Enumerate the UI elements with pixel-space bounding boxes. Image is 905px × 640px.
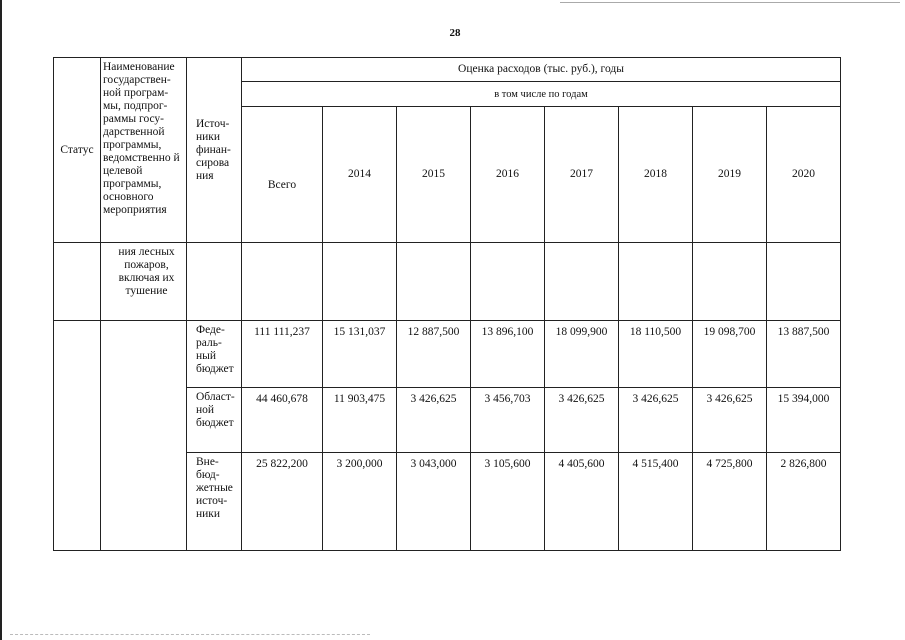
header-year: 2019: [693, 107, 767, 243]
value-cell: 13 887,500: [767, 321, 841, 388]
header-source: Источ-ники финан-сирова ния: [187, 58, 242, 243]
value-cell: 3 426,625: [693, 388, 767, 453]
total-cell: 25 822,200: [242, 453, 323, 551]
budget-table: [53, 57, 841, 551]
empty-cell: [242, 243, 323, 321]
value-cell: 15 394,000: [767, 388, 841, 453]
header-row-1: [54, 58, 841, 82]
scan-left-edge: [0, 0, 2, 640]
name-cell: [101, 321, 187, 551]
continuation-name: ния лесных пожаров, включая их тушение: [101, 243, 187, 321]
status-cell: [54, 321, 101, 551]
value-cell: 3 426,625: [397, 388, 471, 453]
header-year: 2015: [397, 107, 471, 243]
empty-cell: [187, 243, 242, 321]
value-cell: 15 131,037: [323, 321, 397, 388]
scan-bottom-rule: [10, 634, 370, 635]
value-cell: 4 405,600: [545, 453, 619, 551]
empty-cell: [397, 243, 471, 321]
header-status: Статус: [54, 58, 101, 243]
source-cell: Феде-раль-ный бюджет: [187, 321, 242, 388]
empty-cell: [323, 243, 397, 321]
continuation-row: [54, 243, 841, 321]
total-cell: 111 111,237: [242, 321, 323, 388]
value-cell: 3 456,703: [471, 388, 545, 453]
value-cell: 4 725,800: [693, 453, 767, 551]
value-cell: 2 826,800: [767, 453, 841, 551]
value-cell: 18 110,500: [619, 321, 693, 388]
empty-cell: [619, 243, 693, 321]
source-cell: Област-ной бюджет: [187, 388, 242, 453]
header-year: 2020: [767, 107, 841, 243]
value-cell: 4 515,400: [619, 453, 693, 551]
header-expense-estimate: Оценка расходов (тыс. руб.), годы: [242, 58, 841, 82]
scan-top-rule: [560, 2, 900, 3]
empty-cell: [545, 243, 619, 321]
value-cell: 3 200,000: [323, 453, 397, 551]
header-total: Всего: [242, 107, 323, 243]
value-cell: 3 105,600: [471, 453, 545, 551]
value-cell: 12 887,500: [397, 321, 471, 388]
value-cell: 19 098,700: [693, 321, 767, 388]
continuation-status-cell: [54, 243, 101, 321]
value-cell: 11 903,475: [323, 388, 397, 453]
value-cell: 18 099,900: [545, 321, 619, 388]
value-cell: 13 896,100: [471, 321, 545, 388]
value-cell: 3 426,625: [619, 388, 693, 453]
value-cell: 3 426,625: [545, 388, 619, 453]
value-cell: 3 043,000: [397, 453, 471, 551]
total-cell: 44 460,678: [242, 388, 323, 453]
table-row: [54, 321, 841, 388]
header-name: Наименование государствен-ной програм-мы, подпрог-раммы госу-дарственной программы, ведомственно й целевой программы, основного мероприятия: [101, 58, 187, 243]
empty-cell: [693, 243, 767, 321]
source-cell: Вне-бюд-жетные источ-ники: [187, 453, 242, 551]
header-year: 2016: [471, 107, 545, 243]
header-year: 2017: [545, 107, 619, 243]
header-year: 2018: [619, 107, 693, 243]
empty-cell: [471, 243, 545, 321]
header-year: 2014: [323, 107, 397, 243]
header-by-years: в том числе по годам: [242, 82, 841, 107]
page-number: 28: [449, 27, 461, 39]
empty-cell: [767, 243, 841, 321]
